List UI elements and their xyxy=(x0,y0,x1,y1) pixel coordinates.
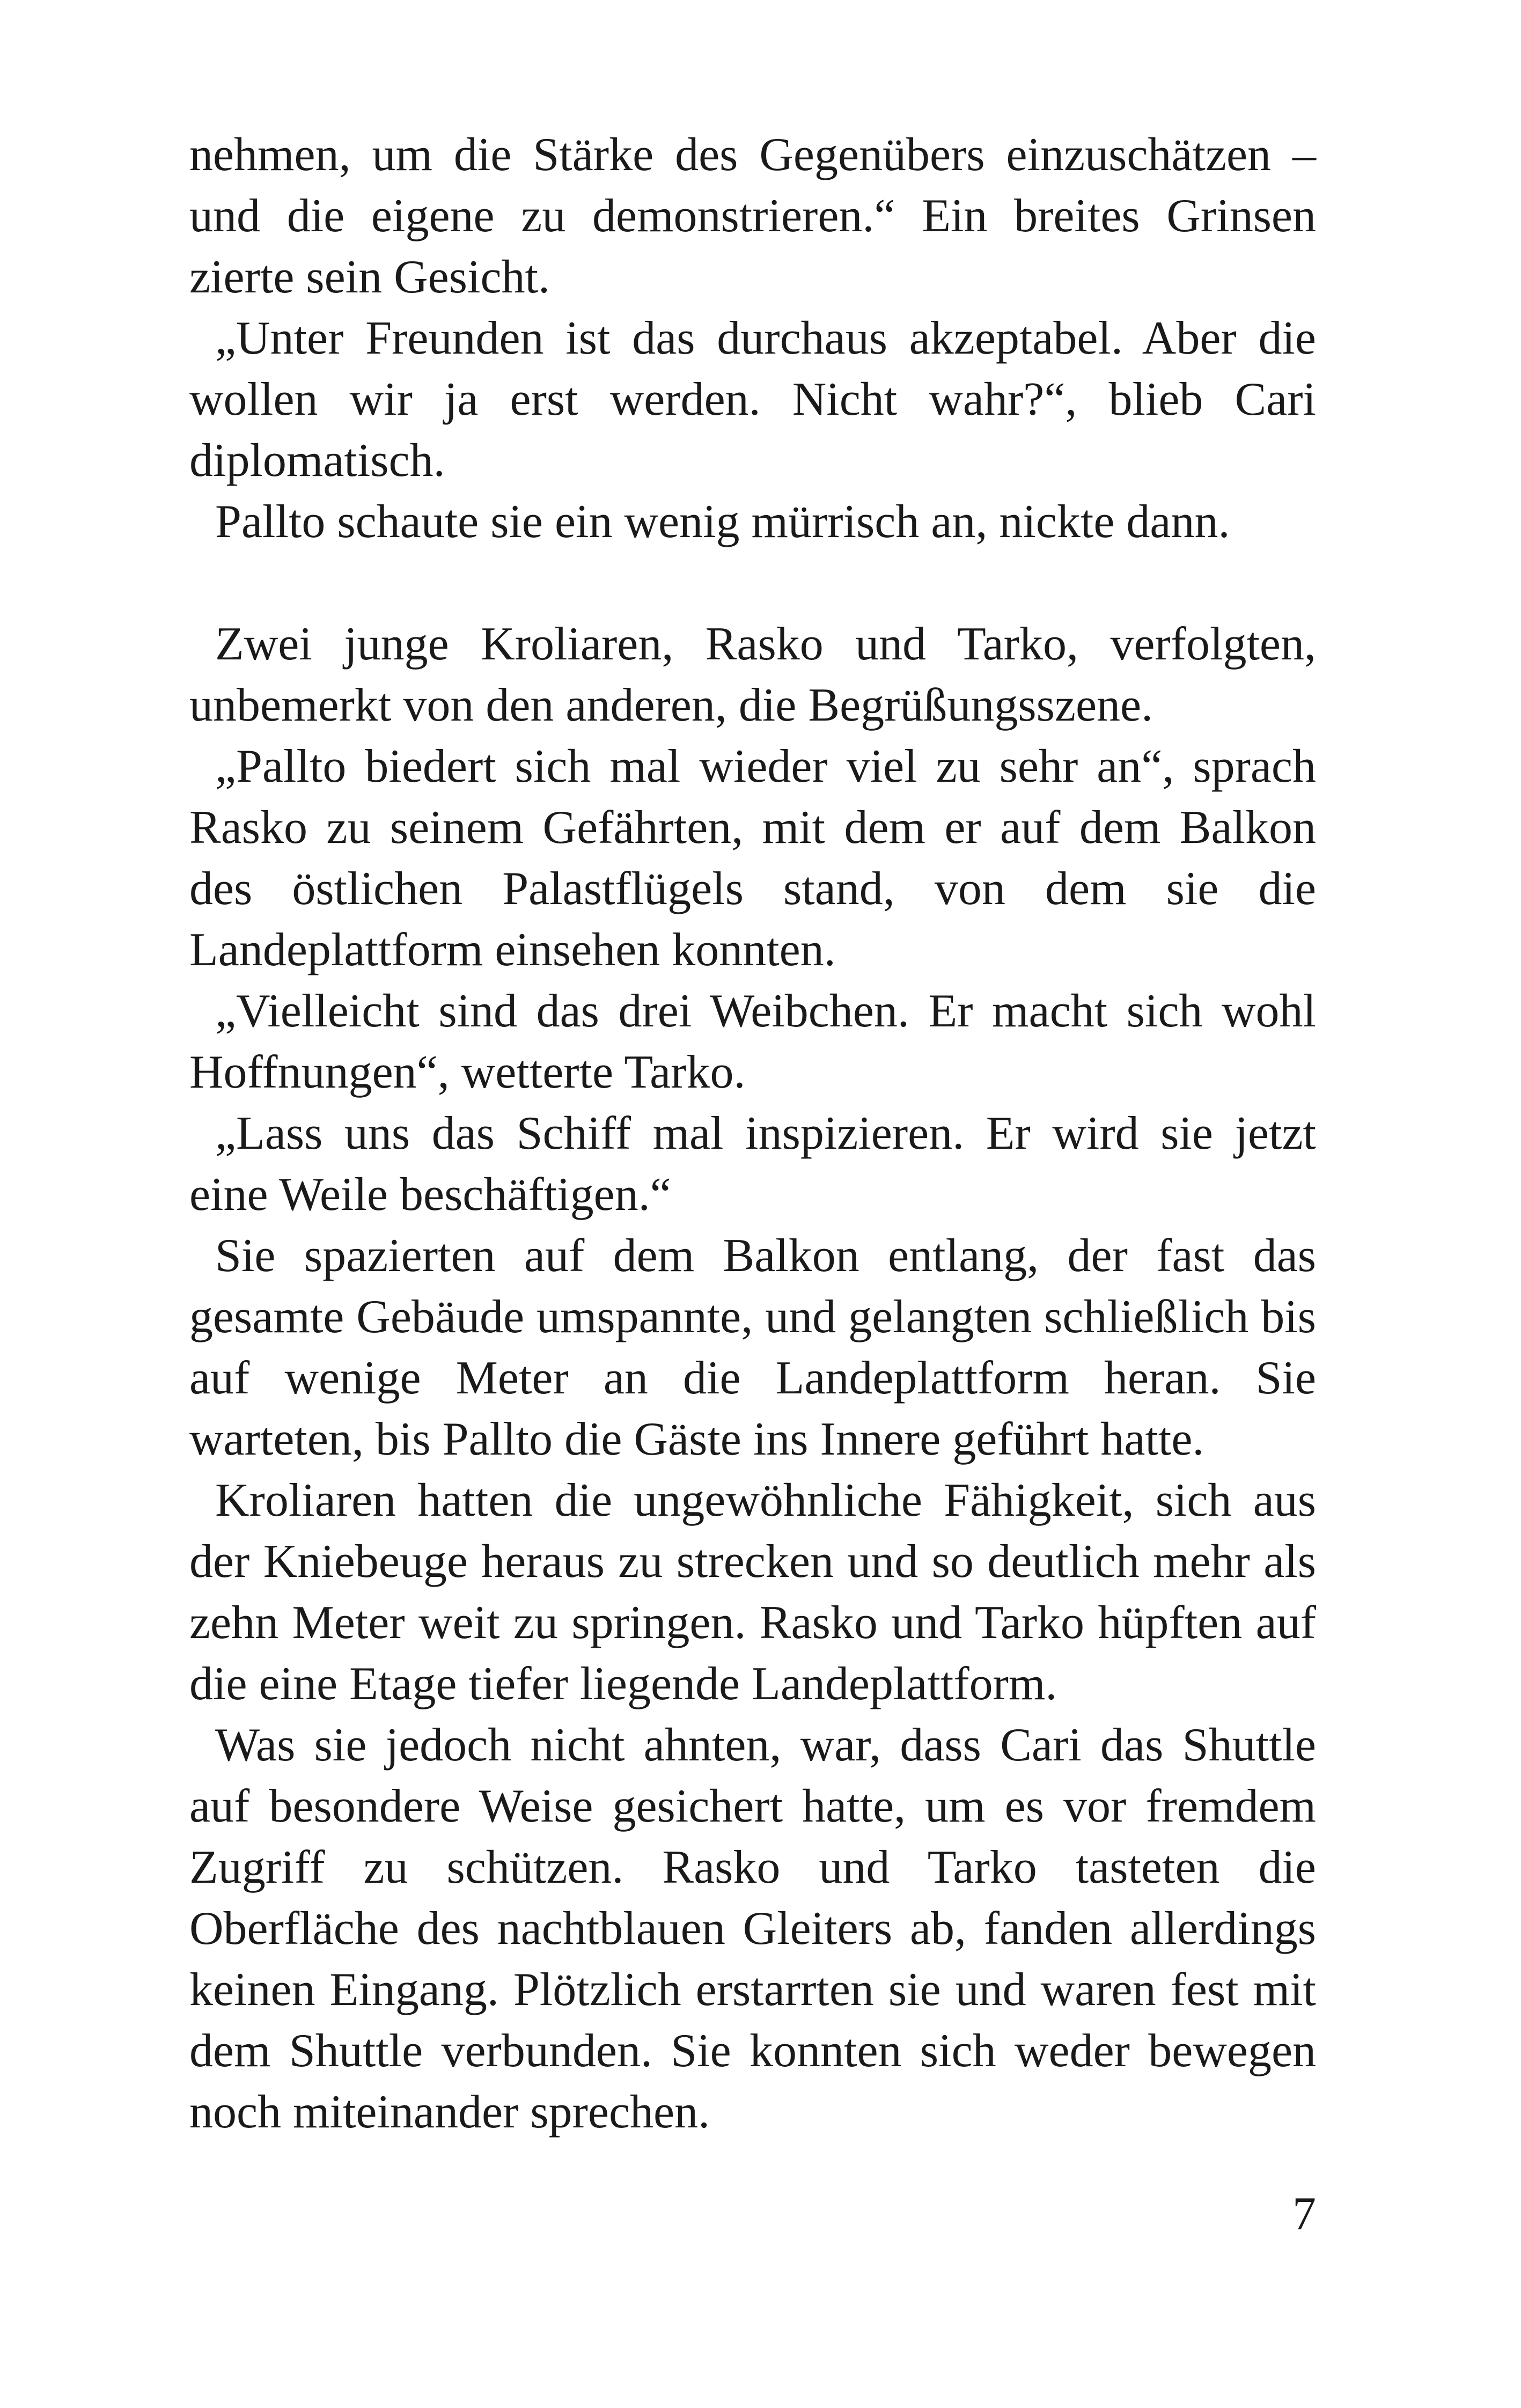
paragraph-dialogue-cari: „Unter Freunden ist das durchaus akzeptabel. Aber die wollen wir ja erst werden. Nicht wahr?“, blieb Cari diplomatisch. xyxy=(189,312,1316,487)
paragraph-inspect-ship: „Lass uns das Schiff mal inspizieren. Er wird sie jetzt eine Weile beschäftigen.“ xyxy=(189,1107,1316,1221)
paragraph-scene-start: Zwei junge Kroliaren, Rasko und Tarko, verfolgten, unbemerkt von den anderen, die Begrüßungsszene. xyxy=(189,618,1316,731)
paragraph-balcony-walk: Sie spazierten auf dem Balkon entlang, der fast das gesamte Gebäude umspannte, und gelangten schließlich bis auf wenige Meter an die Landeplattform heran. Sie warteten, bis Pallto die Gäste ins Innere geführt hatte. xyxy=(189,1230,1316,1465)
body-text xyxy=(189,124,1316,2143)
page-number: 7 xyxy=(1292,2188,1316,2240)
paragraph-kroliaren-jump: Kroliaren hatten die ungewöhnliche Fähigkeit, sich aus der Kniebeuge heraus zu strecken und so deutlich mehr als zehn Meter weit zu springen. Rasko und Tarko hüpften auf die eine Etage tiefer liegende Landeplattform. xyxy=(189,1474,1316,1710)
scene-break xyxy=(189,553,1316,614)
paragraph-shuttle-trap: Was sie jedoch nicht ahnten, war, dass Cari das Shuttle auf besondere Weise gesichert hatte, um es vor fremdem Zugriff zu schützen. Rasko und Tarko tasteten die Oberfläche des nachtblauen Gleiters ab, fanden allerdings keinen Eingang. Plötzlich erstarrten sie und waren fest mit dem Shuttle verbunden. Sie konnten sich weder bewegen noch miteinander sprechen. xyxy=(189,1719,1316,2138)
paragraph-rasko-speech: „Pallto biedert sich mal wieder viel zu sehr an“, sprach Rasko zu seinem Gefährten, mit dem er auf dem Balkon des östlichen Palastflügels stand, von dem sie die Landeplattform einsehen konnten. xyxy=(189,740,1316,976)
paragraph-tarko-speech: „Vielleicht sind das drei Weibchen. Er macht sich wohl Hoffnungen“, wetterte Tarko. xyxy=(189,985,1316,1098)
paragraph-continuation: nehmen, um die Stärke des Gegenübers einzuschätzen – und die eigene zu demonstrieren.“ Ein breites Grinsen zierte sein Gesicht. xyxy=(189,129,1316,303)
paragraph-pallto-nod: Pallto schaute sie ein wenig mürrisch an, nickte dann. xyxy=(215,496,1230,548)
